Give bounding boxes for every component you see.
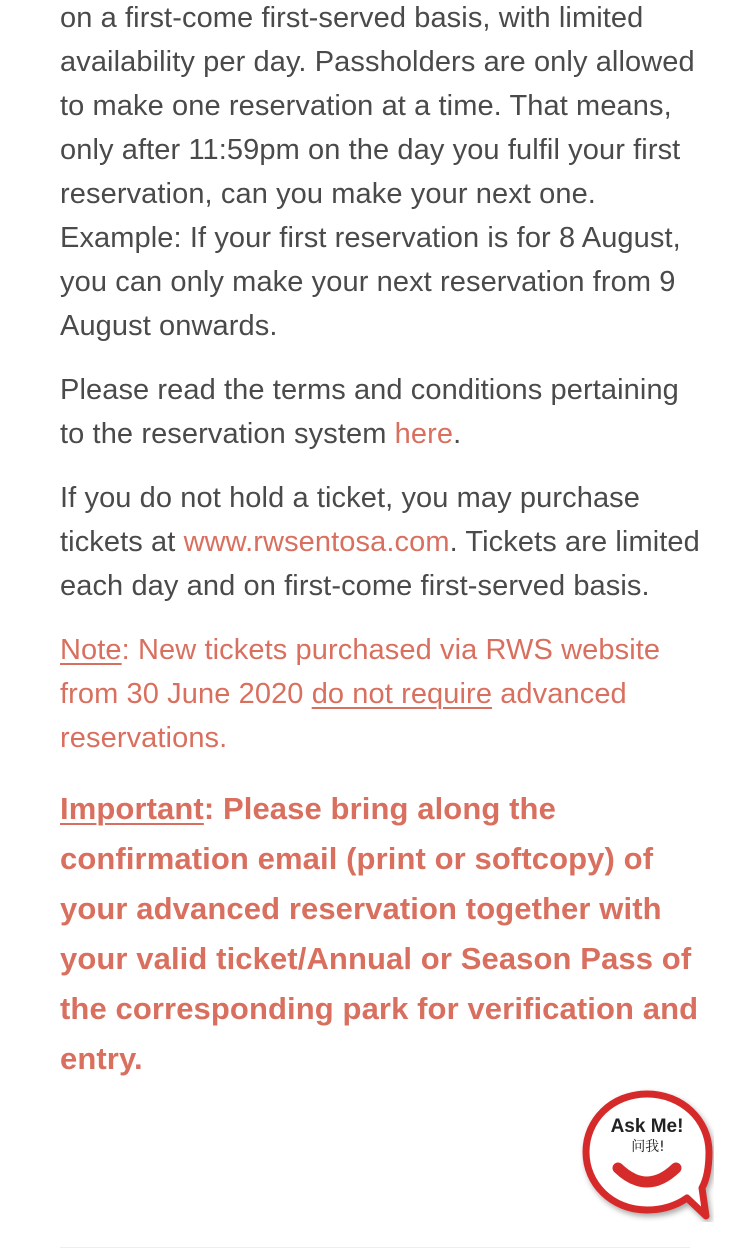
important-label: Important bbox=[60, 791, 204, 826]
terms-here-link[interactable]: here bbox=[394, 418, 454, 450]
terms-period: . bbox=[453, 418, 462, 450]
ask-me-label-zh: 问我! bbox=[631, 1139, 665, 1155]
purchase-text-after: . Tickets are limited each day and on first-come first-served basis. bbox=[60, 526, 700, 602]
important-text: : Please bring along the confirmation email (print or softcopy) of your advanced reservation together with your valid ticket/Annual or Season Pass of the corresponding park for verification and entry. bbox=[60, 791, 699, 1076]
reservation-policy-paragraph bbox=[60, 0, 700, 348]
rwsentosa-link[interactable]: www.rwsentosa.com bbox=[183, 526, 450, 558]
note-emphasis: do not require bbox=[311, 678, 493, 710]
important-paragraph bbox=[60, 784, 700, 1084]
reservation-policy-text: on a first-come first-served basis, with limited availability per day. Passholders are only allowed to make one reservation at a time. That means, only after 11:59pm on the day you fulfil your first reservation, can you make your next one. Example: If your first reservation is for 8 August, you can only make your next reservation from 9 August onwards. bbox=[60, 2, 695, 342]
ask-me-label bbox=[580, 1116, 714, 1156]
bottom-divider bbox=[60, 1247, 690, 1248]
purchase-tickets-paragraph bbox=[60, 476, 700, 608]
terms-paragraph bbox=[60, 368, 700, 456]
note-label: Note bbox=[60, 634, 122, 666]
article-content bbox=[60, 0, 700, 1104]
purchase-text: If you do not hold a ticket, you may purchase tickets at bbox=[60, 482, 640, 558]
note-text-after: advanced reservations. bbox=[60, 678, 627, 754]
note-paragraph bbox=[60, 628, 700, 760]
note-text: : New tickets purchased via RWS website from 30 June 2020 bbox=[60, 634, 661, 710]
ask-me-chat-button[interactable] bbox=[580, 1088, 714, 1222]
ask-me-label-en: Ask Me! bbox=[610, 1116, 684, 1137]
terms-text: Please read the terms and conditions pertaining to the reservation system bbox=[60, 374, 679, 450]
